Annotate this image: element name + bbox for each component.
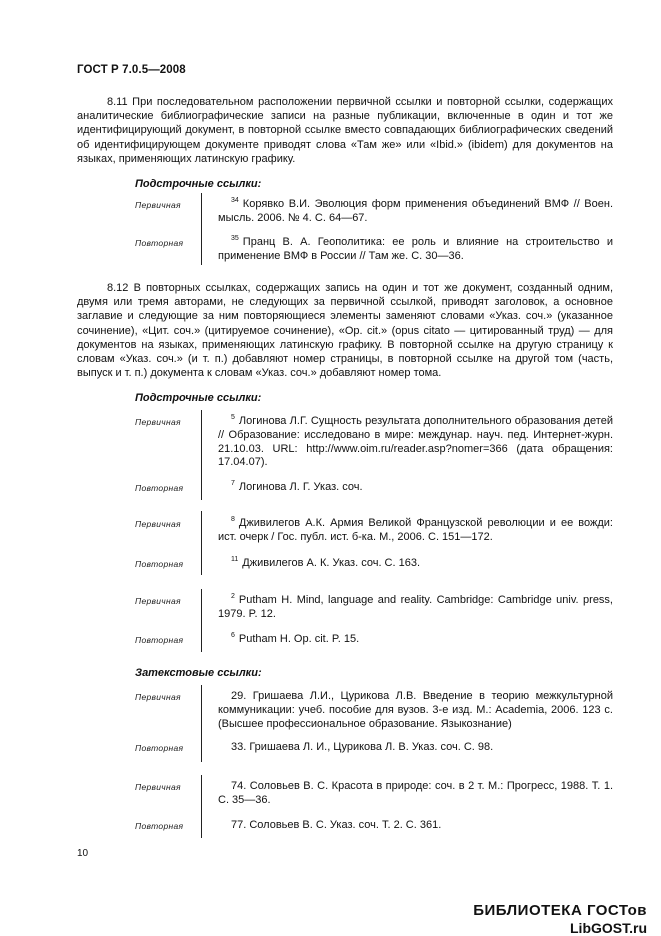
- footnote-number: 35: [231, 235, 239, 242]
- reference-text: [218, 415, 613, 470]
- reference-text: [218, 236, 613, 264]
- reference-text: 74. Соловьев В. С. Красота в природе: соч. в 2 т. М.: Прогресс, 1988. Т. 1. С. 35—36.: [218, 780, 613, 806]
- reference-body: Логинова Л.Г. Сущность результата дополнительного образования детей // Образование: исследовано в мире: междунар. науч. пед. Интернет-журн. 21.10.03. URL: http://www.oim.ru/reader.asp?nomer=366 (дата обращения: 17.04.07).: [218, 415, 613, 469]
- section-title-footnotes-1: Подстрочные ссылки:: [135, 178, 262, 190]
- reference-text: 33. Гришаева Л. И., Цурикова Л. В. Указ. соч. С. 98.: [231, 741, 494, 753]
- reference-type-label: Первичная: [135, 596, 181, 606]
- reference-type-label: Первичная: [135, 200, 181, 210]
- reference-type-label: Повторная: [135, 821, 184, 831]
- reference-text: 77. Соловьев В. С. Указ. соч. Т. 2. С. 361.: [231, 819, 442, 831]
- reference-type-label: Повторная: [135, 238, 184, 248]
- reference-body: Корявко В.И. Эволюция форм применения объединений ВМФ // Воен. мысль. 2006. № 4. С. 64—67.: [218, 198, 613, 224]
- reference-type-label: Повторная: [135, 635, 184, 645]
- divider-line: [201, 511, 202, 575]
- divider-line: [201, 193, 202, 265]
- reference-type-label: Первичная: [135, 692, 181, 702]
- reference-type-label: Повторная: [135, 743, 184, 753]
- reference-body: Дживилегов А.К. Армия Великой Французской революции и ее вожди: ист. очерк / Гос. публ. ист. б-ка. М., 2006. С. 151—172.: [218, 517, 613, 543]
- paragraph-8-11: [77, 95, 613, 166]
- reference-text: [218, 633, 613, 647]
- footnote-number: 2: [231, 593, 235, 600]
- section-title-endnotes: Затекстовые ссылки:: [135, 667, 262, 679]
- reference-type-label: Первичная: [135, 519, 181, 529]
- reference-type-label: Первичная: [135, 782, 181, 792]
- footnote-number: 6: [231, 632, 235, 639]
- reference-text: [218, 557, 613, 571]
- section-title-footnotes-2: Подстрочные ссылки:: [135, 392, 262, 404]
- page-number: 10: [77, 848, 89, 859]
- reference-body: Putham H. Mind, language and reality. Cambridge: Cambridge univ. press, 1979. P. 12.: [218, 594, 613, 620]
- reference-text: [218, 594, 613, 622]
- footnote-number: 7: [231, 480, 235, 487]
- divider-line: [201, 410, 202, 500]
- reference-body: Putham H. Op. cit. P. 15.: [238, 633, 360, 645]
- watermark-site: LibGOST.ru: [570, 920, 647, 936]
- divider-line: [201, 589, 202, 652]
- reference-type-label: Первичная: [135, 417, 181, 427]
- reference-type-label: Повторная: [135, 483, 184, 493]
- paragraph-8-11-text: 8.11 При последовательном расположении первичной ссылки и повторной ссылки, содержащих аналитические библиографические записи на разные публикации, включенные в один и тот же идентифицирующий документ, в повторной ссылке вместо совпадающих библиографических сведений об идентифицирующем документе приводят слова «Там же» или «Ibid.» (ibidem) для документов на языках, применяющих латинскую графику.: [77, 96, 613, 165]
- reference-body: Дживилегов А. К. Указ. соч. С. 163.: [242, 557, 421, 569]
- footnote-number: 11: [231, 556, 239, 563]
- watermark-title: БИБЛИОТЕКА ГОСТов: [473, 902, 647, 919]
- divider-line: [201, 775, 202, 838]
- reference-text: [218, 198, 613, 226]
- paragraph-8-12: [77, 281, 613, 380]
- divider-line: [201, 685, 202, 762]
- reference-text: [218, 517, 613, 545]
- reference-text: 29. Гришаева Л.И., Цурикова Л.В. Введение в теорию межкультурной коммуникации: учеб. пособие для вузов. 3-е изд. М.: Academia, 2006. 123 с. (Высшее профессиональное образование. Языкознание): [218, 690, 613, 730]
- reference-body: Пранц В. А. Геополитика: ее роль и влияние на строительство и применение ВМФ в России // Там же. С. 30—36.: [218, 236, 613, 262]
- footnote-number: 34: [231, 197, 239, 204]
- reference-body: Логинова Л. Г. Указ. соч.: [238, 481, 363, 493]
- reference-text: [218, 481, 613, 495]
- paragraph-8-12-text: 8.12 В повторных ссылках, содержащих запись на один и тот же документ, созданный одним, двумя или тремя авторами, не следующих за первичной ссылкой, приводят заголовок, а основное заглавие и следующие за ним повторяющиеся элементы заменяют словами «Указ. соч.» (указанное сочинение), «Цит. соч.» (цитируемое сочинение), «Op. cit.» (opus citato — цитированный труд) — для документов на языках, применяющих латинскую графику. В повторной ссылке на другую страницу к словам «Указ. соч.» (и т. п.) добавляют номер страницы, в повторной ссылке на другой том (часть, выпуск и т. п.) документа к словам «Указ. соч.» добавляют номер тома.: [77, 282, 613, 380]
- footnote-number: 5: [231, 414, 235, 421]
- reference-type-label: Повторная: [135, 559, 184, 569]
- document-header: ГОСТ Р 7.0.5—2008: [77, 64, 186, 76]
- footnote-number: 8: [231, 516, 235, 523]
